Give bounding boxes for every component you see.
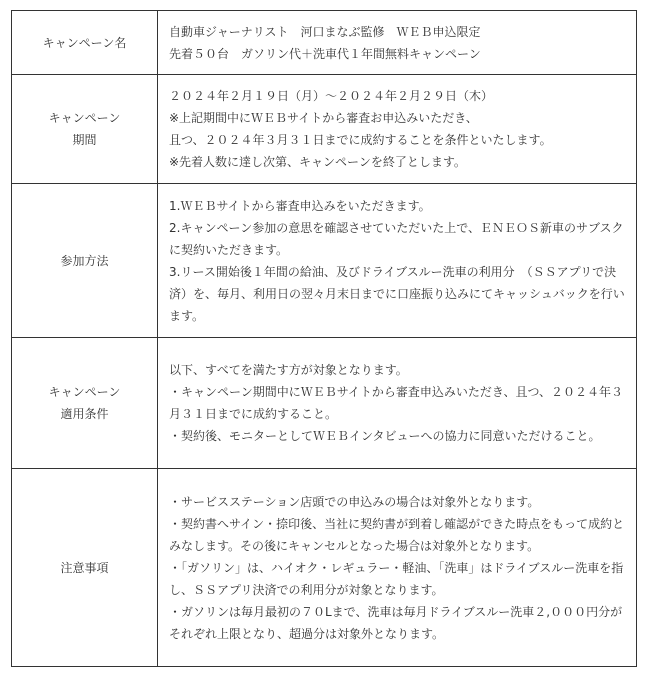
row-notes	[12, 469, 637, 667]
row-campaign-period	[12, 75, 637, 184]
label-notes	[12, 469, 158, 667]
row-eligibility-conditions	[12, 338, 637, 469]
content-line: ・サービスステーション店頭での申込みの場合は対象外となります。	[169, 494, 540, 509]
label-line: 注意事項	[60, 560, 109, 575]
label-participation-method	[12, 184, 158, 338]
content-campaign-period	[158, 75, 637, 184]
content-line: 3.リース開始後１年間の給油、及びドライブスルー洗車の利用分 （ＳＳアプリで決済）を、毎月、利用日の翌々月末日までに口座振り込みにてキャッシュバックを行います。	[169, 264, 625, 323]
content-line: ・キャンペーン期間中にＷＥＢサイトから審査申込みいただき、且つ、２０２４年３月３１日までに成約すること。	[169, 385, 623, 421]
content-line: ２０２４年２月１９日（月）～２０２４年２月２９日（木）	[169, 89, 494, 103]
campaign-table	[11, 10, 637, 667]
label-line: 参加方法	[60, 253, 109, 268]
content-eligibility-conditions	[158, 338, 637, 469]
content-notes	[158, 469, 637, 667]
label-campaign-name	[12, 11, 158, 75]
content-line: ・ガソリンは毎月最初の７０Lまで、洗車は毎月ドライブスルー洗車２,０００円分がそれぞれ上限となり、超過分は対象外となります。	[169, 604, 623, 641]
row-campaign-name	[12, 11, 637, 75]
label-eligibility-conditions	[12, 338, 158, 469]
content-line: ・「ガソリン」は、ハイオク・レギュラー・軽油、「洗車」はドライブスルー洗車を指し、ＳＳアプリ決済での利用分が対象となります。	[169, 560, 624, 597]
label-line: キャンペーン名	[42, 35, 127, 50]
content-campaign-name	[158, 11, 637, 75]
content-line: ・契約後、モニターとしてＷＥＢインタビューへの協力に同意いただけること。	[169, 429, 601, 443]
label-line: 期間	[72, 133, 97, 147]
content-line: ・契約書へサイン・捺印後、当社に契約書が到着し確認ができた時点をもって成約とみなします。その後にキャンセルとなった場合は対象外となります。	[169, 516, 625, 553]
label-line: キャンペーン	[48, 111, 121, 125]
content-line: 且つ、２０２４年３月３１日までに成約することを条件といたします。	[169, 133, 552, 147]
content-participation-method	[158, 184, 637, 338]
content-line: 自動車ジャーナリスト 河口まなぶ監修 ＷＥＢ申込限定	[169, 24, 481, 39]
label-campaign-period	[12, 75, 158, 184]
label-line: キャンペーン	[48, 385, 121, 399]
content-line: 1.ＷＥＢサイトから審査申込みをいただきます。	[169, 198, 431, 213]
content-line: 2.キャンペーン参加の意思を確認させていただいた上で、ＥＮＥＯＳ新車のサブスクに契約いただきます。	[169, 220, 624, 257]
row-participation-method	[12, 184, 637, 338]
content-line: 先着５０台 ガソリン代＋洗車代１年間無料キャンペーン	[169, 46, 481, 61]
content-line: ※先着人数に達し次第、キャンペーンを終了とします。	[169, 155, 466, 169]
content-line: ※上記期間中にＷＥＢサイトから審査お申込みいただき、	[169, 111, 478, 125]
content-line: 以下、すべてを満たす方が対象となります。	[169, 363, 408, 377]
label-line: 適用条件	[60, 407, 109, 421]
